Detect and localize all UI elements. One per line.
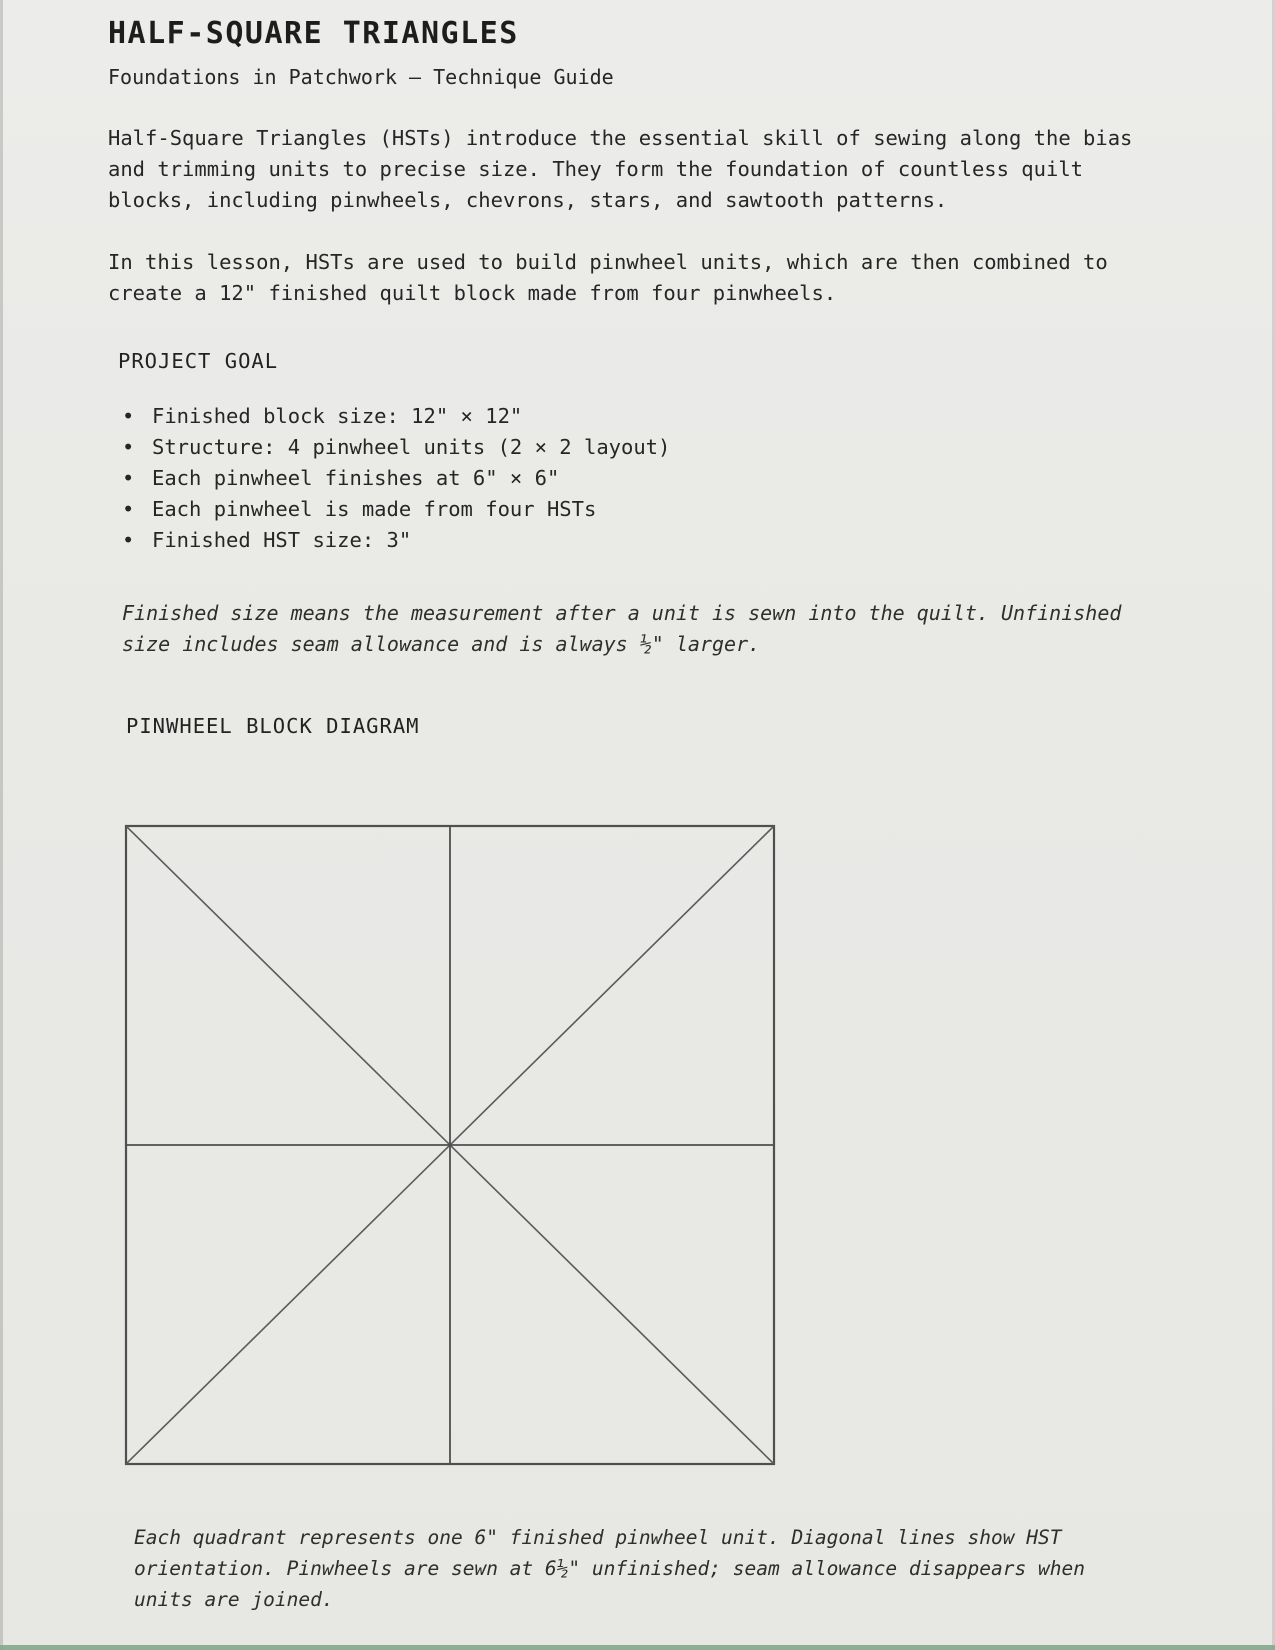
finished-size-note: Finished size means the measurement after a unit is sewn into the quilt. Unfinished size includes seam allowance and is always ½" larger. (122, 601, 1122, 656)
pinwheel-block-diagram (124, 824, 776, 1466)
bullet-glyph: • (122, 497, 135, 521)
list-item (122, 401, 1155, 432)
scan-edge-bottom (0, 1645, 1275, 1650)
section-heading-project-goal: PROJECT GOAL (118, 349, 279, 373)
bullet-glyph: • (122, 528, 135, 552)
list-item (122, 432, 1155, 463)
bullet-glyph: • (122, 404, 135, 428)
section-heading-pinwheel-diagram: PINWHEEL BLOCK DIAGRAM (126, 714, 420, 738)
bullet-glyph: • (122, 466, 135, 490)
scan-edge-left (0, 0, 3, 1650)
pinwheel-diagram-svg (124, 824, 776, 1466)
list-item-text: Finished HST size: 3" (152, 528, 412, 552)
diagram-caption: Each quadrant represents one 6" finished pinwheel unit. Diagonal lines show HST orientation. Pinwheels are sewn at 6½" unfinished; seam allowance disappears when units are joined. (134, 1526, 1085, 1611)
list-item-text: Each pinwheel finishes at 6" × 6" (152, 466, 560, 490)
list-item-text: Each pinwheel is made from four HSTs (152, 497, 597, 521)
list-item (122, 494, 1155, 525)
intro-paragraph-2: In this lesson, HSTs are used to build pinwheel units, which are then combined to create a 12" finished quilt block made from four pinwheels. (108, 250, 1108, 305)
intro-paragraph-1: Half-Square Triangles (HSTs) introduce the essential skill of sewing along the bias and trimming units to precise size. They form the foundation of countless quilt blocks, including pinwheels, chevrons, stars, and sawtooth patterns. (108, 126, 1133, 212)
project-goal-list (108, 401, 1155, 556)
list-item (122, 463, 1155, 494)
list-item (122, 525, 1155, 556)
list-item-text: Structure: 4 pinwheel units (2 × 2 layout) (152, 435, 671, 459)
list-item-text: Finished block size: 12" × 12" (152, 404, 523, 428)
page-title: HALF-SQUARE TRIANGLES (108, 16, 519, 51)
bullet-glyph: • (122, 435, 135, 459)
page-subtitle: Foundations in Patchwork — Technique Guide (108, 65, 614, 89)
